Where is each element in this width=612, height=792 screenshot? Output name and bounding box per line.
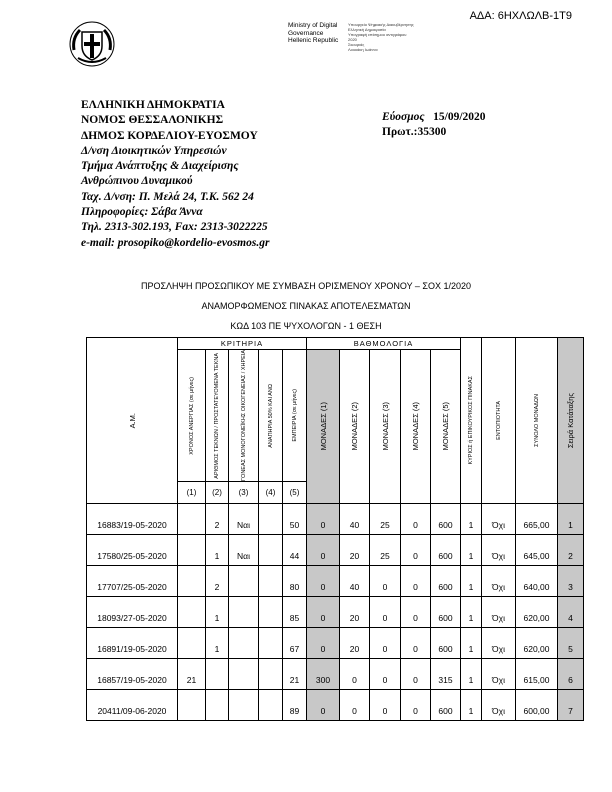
crit-col-header: ΑΝΑΠΗΡΙΑ 50% ΚΑΙ ΑΝΩ (259, 350, 283, 482)
table-cell: 0 (401, 596, 431, 627)
table-cell: 3 (558, 565, 584, 596)
table-cell: 80 (283, 565, 307, 596)
letterhead-line: Ανθρώπινου Δυναμικού (81, 175, 193, 188)
table-cell (259, 658, 283, 689)
table-cell: 0 (401, 658, 431, 689)
col-number: (4) (259, 481, 283, 503)
table-cell: 7 (558, 689, 584, 720)
table-cell: 0 (340, 689, 370, 720)
total-header: ΣΥΝΟΛΟ ΜΟΝΑΔΩΝ (516, 338, 558, 504)
table-cell: 1 (461, 565, 482, 596)
table-cell (178, 689, 206, 720)
table-cell (178, 503, 206, 534)
table-cell: 1 (461, 689, 482, 720)
table-row (87, 658, 584, 689)
score-col-header: ΜΟΝΑΔΕΣ (3) (370, 350, 401, 504)
am-cell: 18093/27-05-2020 (87, 596, 178, 627)
table-cell: Ναι (229, 534, 259, 565)
protocol-number: Πρωτ.:35300 (382, 126, 447, 139)
table-cell: 6 (558, 658, 584, 689)
table-cell: 67 (283, 627, 307, 658)
table-cell: 640,00 (516, 565, 558, 596)
col-number: (3) (229, 481, 259, 503)
table-cell: 89 (283, 689, 307, 720)
document-date: 15/09/2020 (433, 111, 486, 123)
am-cell: 16891/19-05-2020 (87, 627, 178, 658)
title-line: ΚΩΔ 103 ΠΕ ΨΥΧΟΛΟΓΩΝ - 1 ΘΕΣΗ (230, 321, 382, 331)
date-protocol (382, 110, 486, 141)
table-cell: 1 (461, 596, 482, 627)
table-cell: 0 (307, 596, 340, 627)
scores-header: ΒΑΘΜΟΛΟΓΙΑ (307, 338, 461, 350)
table-cell: 0 (401, 689, 431, 720)
table-cell: 1 (558, 503, 584, 534)
table-cell (229, 627, 259, 658)
table-cell: Όχι (482, 689, 516, 720)
table-cell: 620,00 (516, 596, 558, 627)
table-cell: 0 (307, 627, 340, 658)
table-cell: 20 (340, 534, 370, 565)
crit-col-header: ΧΡΟΝΟΣ ΑΝΕΡΓΙΑΣ (σε μήνες) (178, 350, 206, 482)
table-cell: 5 (558, 627, 584, 658)
score-col-header: ΜΟΝΑΔΕΣ (1) (307, 350, 340, 504)
table-cell (206, 658, 229, 689)
table-cell: 600 (431, 503, 461, 534)
table-row (87, 534, 584, 565)
table-cell (259, 689, 283, 720)
title-line: ΠΡΟΣΛΗΨΗ ΠΡΟΣΩΠΙΚΟΥ ΜΕ ΣΥΜΒΑΣΗ ΟΡΙΣΜΕΝΟΥ ΧΡΟΝΟΥ – ΣΟΧ 1/2020 (140, 281, 472, 291)
table-cell: 645,00 (516, 534, 558, 565)
title-line: ΑΝΑΜΟΡΦΩΜΕΝΟΣ ΠΙΝΑΚΑΣ ΑΠΟΤΕΛΕΣΜΑΤΩΝ (201, 301, 411, 311)
am-cell: 20411/09-06-2020 (87, 689, 178, 720)
letterhead-line: ΝΟΜΟΣ ΘΕΣΣΑΛΟΝΙΚΗΣ (81, 114, 224, 127)
am-cell: 17707/25-05-2020 (87, 565, 178, 596)
ministry-stamp-en: Ministry of Digital Governance Hellenic Republic (288, 22, 339, 44)
letterhead-line: Πληροφορίες: Σάβα Άννα (81, 206, 203, 219)
table-cell (178, 596, 206, 627)
table-cell: 21 (178, 658, 206, 689)
table-cell: 0 (307, 534, 340, 565)
table-cell: 0 (340, 658, 370, 689)
crit-col-header: ΕΜΠΕΙΡΙΑ (σε μήνες) (283, 350, 307, 482)
table-cell: Όχι (482, 627, 516, 658)
table-cell: 25 (370, 503, 401, 534)
letterhead-line: ΕΛΛΗΝΙΚΗ ΔΗΜΟΚΡΑΤΙΑ (81, 99, 225, 111)
locality-header: ΕΝΤΟΠΙΟΤΗΤΑ (482, 338, 516, 504)
table-cell: 2 (558, 534, 584, 565)
table-cell: 600,00 (516, 689, 558, 720)
table-cell: 50 (283, 503, 307, 534)
greek-emblem-icon (68, 20, 116, 68)
table-cell: 0 (401, 565, 431, 596)
table-cell: 0 (370, 565, 401, 596)
table-cell: 0 (370, 658, 401, 689)
table-cell (259, 627, 283, 658)
rank-header: Σειρά Κατάταξης (558, 338, 584, 504)
table-cell: 300 (307, 658, 340, 689)
criteria-header: ΚΡΙΤΗΡΙΑ (178, 338, 307, 350)
table-cell: 25 (370, 534, 401, 565)
letterhead-line: Τηλ. 2313-302.193, Fax: 2313-3022225 (81, 221, 268, 234)
score-col-header: ΜΟΝΑΔΕΣ (2) (340, 350, 370, 504)
letterhead (81, 98, 269, 251)
ada-code: ΑΔΑ: 6ΗΧΛΩΛΒ-1Τ9 (469, 10, 572, 22)
table-cell (259, 534, 283, 565)
table-cell: 0 (370, 627, 401, 658)
score-col-header: ΜΟΝΑΔΕΣ (5) (431, 350, 461, 504)
table-row (87, 596, 584, 627)
table-cell: 600 (431, 565, 461, 596)
table-cell: 0 (401, 534, 431, 565)
table-row (87, 565, 584, 596)
results-table (86, 337, 584, 721)
city-label: Εύοσμος (382, 111, 425, 123)
table-cell: 44 (283, 534, 307, 565)
table-cell: 21 (283, 658, 307, 689)
crit-col-header: ΑΡΙΘΜΟΣ ΤΕΚΝΩΝ / ΠΡΟΣΤΑΤΕΥΟΜΕΝΑ ΤΕΚΝΑ (206, 350, 229, 482)
table-cell: Όχι (482, 658, 516, 689)
table-cell: 665,00 (516, 503, 558, 534)
letterhead-line: Ταχ. Δ/νση: Π. Μελά 24, Τ.Κ. 562 24 (81, 190, 254, 203)
table-cell: Ναι (229, 503, 259, 534)
table-cell: 600 (431, 596, 461, 627)
table-cell: Όχι (482, 596, 516, 627)
table-cell: 0 (401, 627, 431, 658)
table-cell: Όχι (482, 534, 516, 565)
letterhead-line: Δ/νση Διοικητικών Υπηρεσιών (81, 144, 227, 157)
table-cell: 20 (340, 627, 370, 658)
table-cell (178, 627, 206, 658)
table-cell: 2 (206, 503, 229, 534)
table-row (87, 689, 584, 720)
table-cell (178, 534, 206, 565)
table-cell (229, 565, 259, 596)
score-col-header: ΜΟΝΑΔΕΣ (4) (401, 350, 431, 504)
am-cell: 16883/19-05-2020 (87, 503, 178, 534)
am-cell: 16857/19-05-2020 (87, 658, 178, 689)
table-cell: 600 (431, 627, 461, 658)
table-cell (229, 689, 259, 720)
letterhead-email: e-mail: prosopiko@kordelio-evosmos.gr (81, 236, 270, 249)
table-cell: 85 (283, 596, 307, 627)
table-cell (259, 503, 283, 534)
ministry-stamp-gr: Υπουργείο Ψηφιακής Διακυβέρνησης Ελληνική Δημοκρατία Υπογραφή επίσημου αντιγράφου 2020 Σκουριάς Λουκάκη Ιωάννα (348, 22, 414, 52)
table-cell (206, 689, 229, 720)
table-cell (259, 596, 283, 627)
am-header: Α.Μ. (87, 338, 178, 504)
table-cell: 620,00 (516, 627, 558, 658)
table-cell: 1 (206, 534, 229, 565)
crit-col-header: ΓΟΝΕΑΣ ΜΟΝΟΓΟΝΕΪΚΗΣ ΟΙΚΟΓΕΝΕΙΑΣ / ΧΗΡΕΙΑ (229, 350, 259, 482)
table-cell: 600 (431, 689, 461, 720)
table-cell: 4 (558, 596, 584, 627)
table-row (87, 503, 584, 534)
table-cell: Όχι (482, 503, 516, 534)
table-cell: 0 (370, 689, 401, 720)
main-aux-header: ΚΥΡΙΟΣ ή ΕΠΙΚΟΥΡΙΚΟΣ ΠΙΝΑΚΑΣ (461, 338, 482, 504)
table-cell: 1 (461, 534, 482, 565)
table-cell: 0 (307, 503, 340, 534)
table-cell: 0 (370, 596, 401, 627)
table-cell: 615,00 (516, 658, 558, 689)
table-cell (259, 565, 283, 596)
table-cell: 40 (340, 565, 370, 596)
col-number: (5) (283, 481, 307, 503)
table-cell (229, 658, 259, 689)
table-cell: Όχι (482, 565, 516, 596)
table-cell: 0 (401, 503, 431, 534)
col-number: (2) (206, 481, 229, 503)
table-cell: 1 (461, 503, 482, 534)
table-cell: 1 (461, 627, 482, 658)
table-cell (229, 596, 259, 627)
letterhead-line: ΔΗΜΟΣ ΚΟΡΔΕΛΙΟΥ-ΕΥΟΣΜΟΥ (81, 129, 258, 142)
table-row (87, 627, 584, 658)
table-cell: 40 (340, 503, 370, 534)
am-cell: 17580/25-05-2020 (87, 534, 178, 565)
letterhead-line: Τμήμα Ανάπτυξης & Διαχείρισης (81, 160, 239, 173)
table-cell: 315 (431, 658, 461, 689)
table-cell: 1 (206, 627, 229, 658)
table-cell: 1 (461, 658, 482, 689)
col-number: (1) (178, 481, 206, 503)
table-cell: 600 (431, 534, 461, 565)
table-cell: 0 (307, 689, 340, 720)
table-cell: 20 (340, 596, 370, 627)
table-cell: 2 (206, 565, 229, 596)
table-cell (178, 565, 206, 596)
document-titles (0, 276, 612, 336)
table-cell: 0 (307, 565, 340, 596)
table-cell: 1 (206, 596, 229, 627)
